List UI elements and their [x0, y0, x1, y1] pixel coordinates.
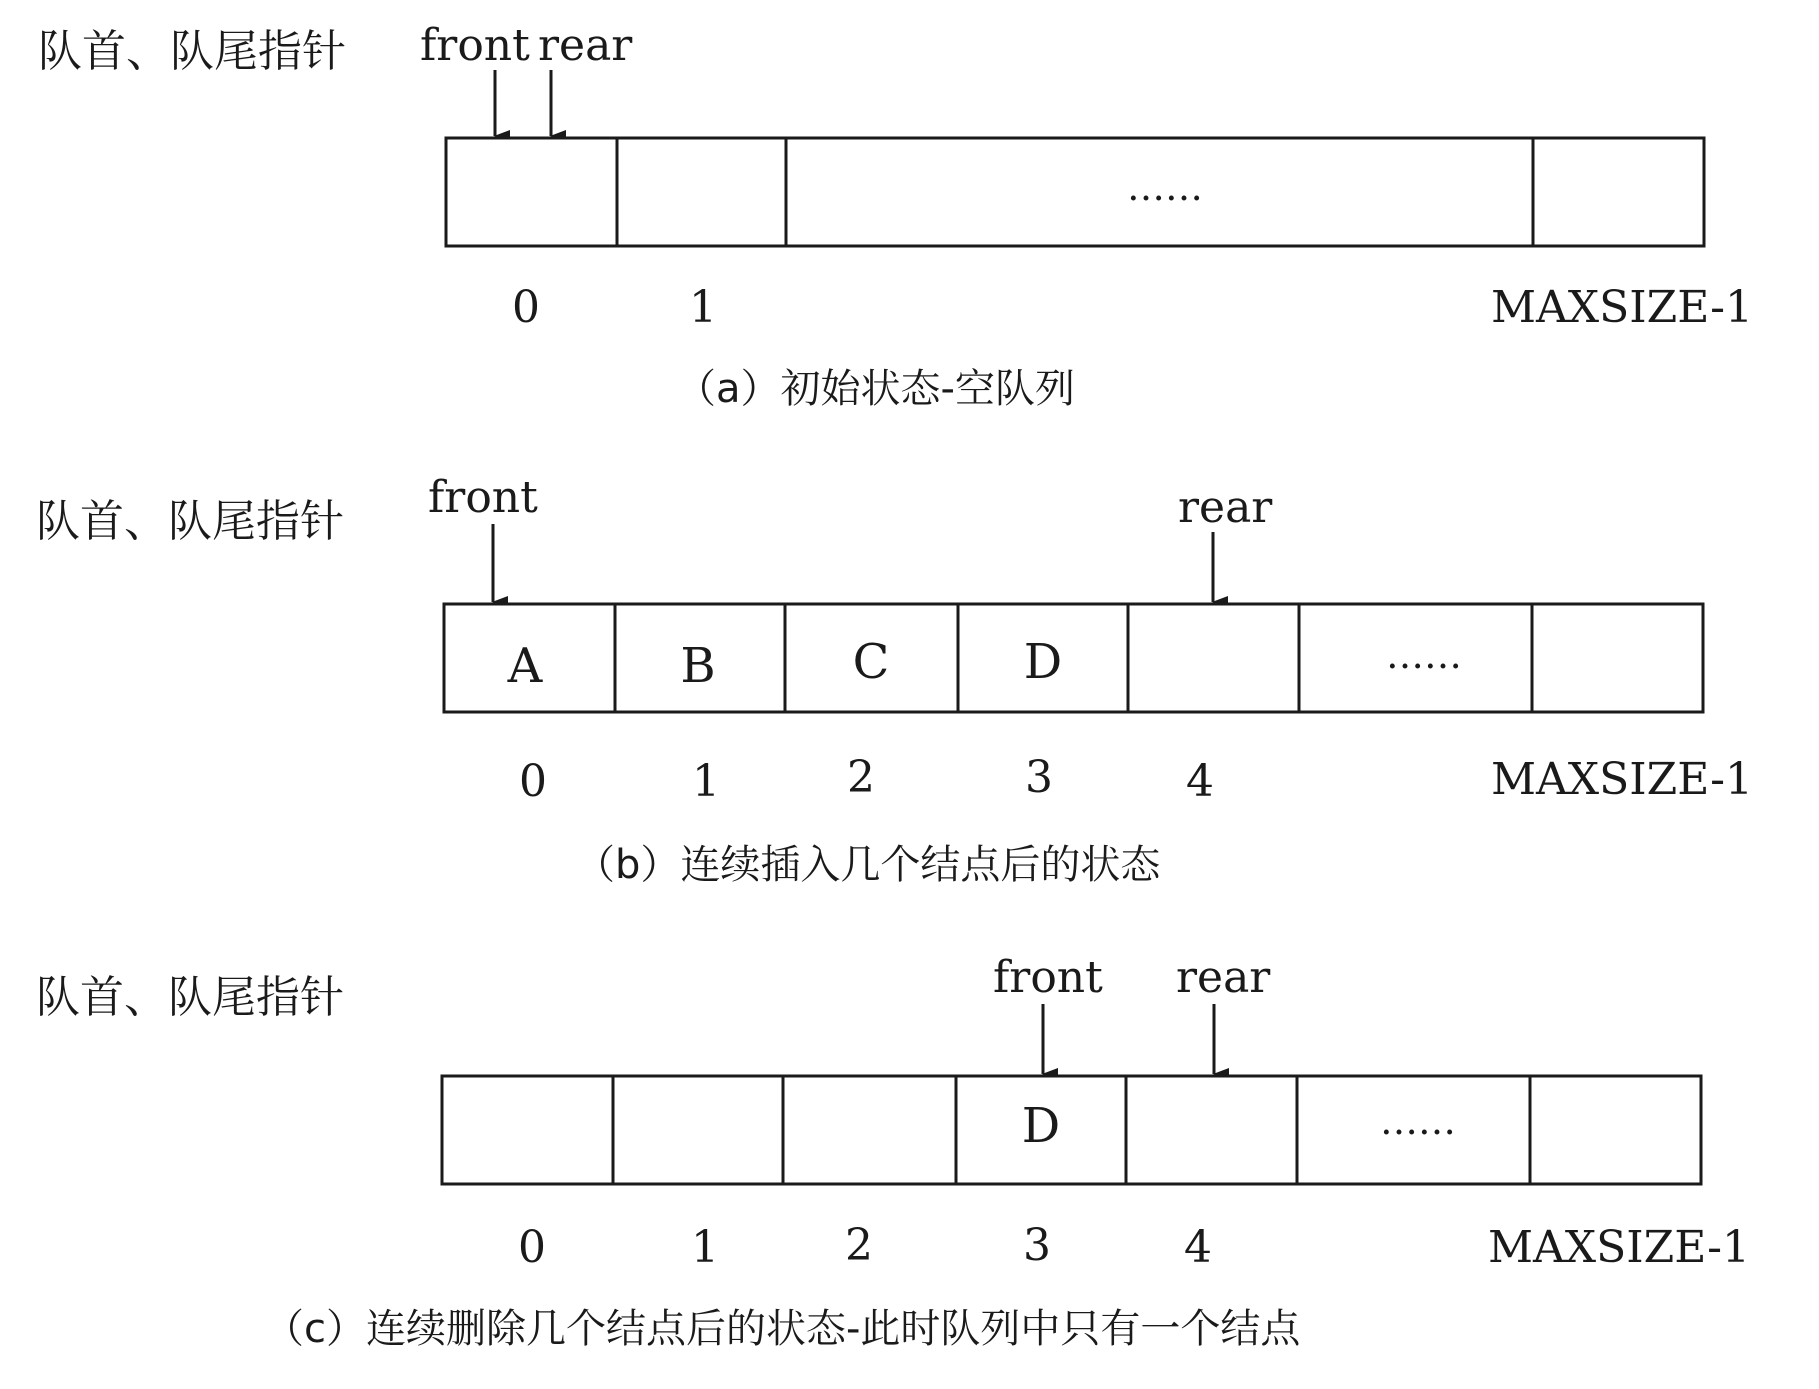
pointer-front — [993, 952, 1103, 1074]
index-labels — [518, 1220, 1750, 1273]
index-label: 0 — [519, 756, 547, 807]
index-label: 3 — [1025, 752, 1053, 803]
pointer-label-front: front — [420, 20, 530, 71]
index-label: 2 — [847, 752, 875, 803]
caption: （a）初始状态-空队列 — [676, 366, 1075, 412]
cell-value: D — [1021, 1098, 1061, 1154]
index-label: 4 — [1186, 756, 1214, 807]
panel-c — [36, 952, 1750, 1352]
index-label: 3 — [1023, 1220, 1051, 1271]
queue-cell — [446, 138, 617, 246]
queue-cell — [1532, 604, 1703, 712]
queue-cell — [783, 1076, 956, 1184]
index-label: 0 — [518, 1222, 546, 1273]
index-label: MAXSIZE-1 — [1490, 754, 1753, 805]
panel-b — [36, 472, 1753, 888]
cell-value: D — [1023, 634, 1063, 690]
pointer-label-rear: rear — [538, 20, 633, 71]
ellipsis: …… — [1380, 1099, 1456, 1143]
pointer-rear — [1176, 952, 1271, 1074]
caption: （b）连续插入几个结点后的状态 — [575, 842, 1161, 888]
queue-cell — [617, 138, 786, 246]
ellipsis: …… — [1386, 633, 1462, 677]
index-label: 4 — [1184, 1222, 1212, 1273]
index-label: 1 — [689, 282, 717, 333]
pointer-front — [420, 20, 530, 136]
queue-cell — [1533, 138, 1704, 246]
pointer-label-front: front — [993, 952, 1103, 1003]
cell-value: A — [507, 638, 543, 694]
cell-value: C — [852, 634, 890, 690]
cell-value: B — [680, 638, 716, 694]
queue-array — [442, 1076, 1701, 1184]
index-labels — [512, 282, 1753, 333]
ellipsis: …… — [1127, 165, 1203, 209]
pointer-rear — [1178, 482, 1273, 602]
index-label: MAXSIZE-1 — [1490, 282, 1753, 333]
index-label: 0 — [512, 282, 540, 333]
index-label: 2 — [845, 1220, 873, 1271]
queue-cell — [1128, 604, 1299, 712]
queue-cell — [1126, 1076, 1297, 1184]
index-label: MAXSIZE-1 — [1487, 1222, 1750, 1273]
pointer-front — [428, 472, 538, 602]
queue-array — [446, 138, 1704, 246]
pointer-title: 队首、队尾指针 — [36, 496, 344, 547]
pointer-title: 队首、队尾指针 — [38, 26, 346, 77]
index-label: 1 — [692, 756, 720, 807]
pointer-rear — [538, 20, 633, 136]
pointer-label-rear: rear — [1176, 952, 1271, 1003]
pointer-label-front: front — [428, 472, 538, 523]
index-label: 1 — [691, 1222, 719, 1273]
pointer-label-rear: rear — [1178, 482, 1273, 533]
panel-a — [38, 20, 1753, 412]
pointer-title: 队首、队尾指针 — [36, 972, 344, 1023]
caption: （c）连续删除几个结点后的状态-此时队列中只有一个结点 — [264, 1306, 1301, 1352]
queue-array — [444, 604, 1703, 712]
queue-cell — [442, 1076, 613, 1184]
queue-cell — [1530, 1076, 1701, 1184]
queue-cell — [613, 1076, 783, 1184]
index-labels — [519, 752, 1753, 807]
